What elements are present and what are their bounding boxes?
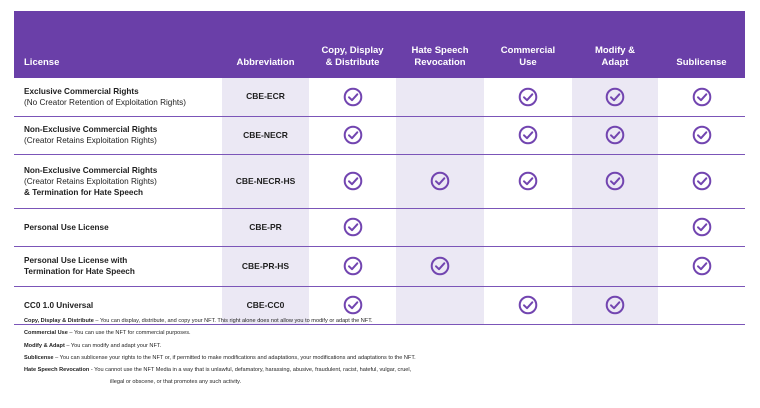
- note-modify: [24, 340, 744, 352]
- note-sublicense-term: Sublicense: [24, 354, 54, 361]
- note-copy: [24, 315, 744, 327]
- commercial-cell: [484, 208, 572, 246]
- license-name-cell: [14, 246, 222, 286]
- check-circle-icon: [518, 125, 538, 145]
- check-circle-icon: [343, 87, 363, 107]
- license-name-cell: [14, 154, 222, 208]
- note-modify-term: Modify & Adapt: [24, 342, 65, 349]
- license-name: Exclusive Commercial Rights: [24, 86, 139, 96]
- hate-cell: [396, 116, 484, 154]
- copy-cell: [309, 78, 396, 116]
- license-note: (Creator Retains Exploitation Rights): [24, 176, 157, 186]
- license-rows: [14, 78, 745, 324]
- modify-cell: [572, 116, 658, 154]
- sublicense-cell: [658, 154, 745, 208]
- header-commercial-line2: Use: [519, 57, 537, 68]
- check-circle-icon: [605, 87, 625, 107]
- hate-cell: [396, 246, 484, 286]
- header-modify-line2: Adapt: [601, 57, 629, 68]
- abbreviation-cell: CBE-CC0: [222, 286, 309, 324]
- check-circle-icon: [692, 87, 712, 107]
- check-circle-icon: [343, 217, 363, 237]
- modify-cell: [572, 246, 658, 286]
- sublicense-cell: [658, 78, 745, 116]
- sublicense-cell: [658, 246, 745, 286]
- license-row: [14, 154, 745, 208]
- header-hate-speech-revocation: [396, 11, 484, 78]
- check-circle-icon: [430, 256, 450, 276]
- license-name-cell: [14, 208, 222, 246]
- license-extra: & Termination for Hate Speech: [24, 187, 144, 197]
- check-circle-icon: [430, 171, 450, 191]
- header-abbreviation: Abbreviation: [222, 11, 309, 78]
- commercial-cell: [484, 246, 572, 286]
- header-hate-line1: Hate Speech: [411, 45, 469, 56]
- hate-cell: [396, 78, 484, 116]
- note-commercial-text: – You can use the NFT for commercial purposes.: [67, 330, 191, 337]
- copy-cell: [309, 246, 396, 286]
- check-circle-icon: [605, 125, 625, 145]
- check-circle-icon: [605, 171, 625, 191]
- abbreviation-cell: CBE-NECR: [222, 116, 309, 154]
- copy-cell: [309, 154, 396, 208]
- license-table: [14, 11, 745, 325]
- header-copy-line2: & Distribute: [325, 57, 380, 68]
- header-commercial-use: [484, 11, 572, 78]
- modify-cell: [572, 208, 658, 246]
- check-circle-icon: [518, 87, 538, 107]
- license-name: Personal Use License with: [24, 256, 128, 265]
- note-sublicense-text: – You can sublicense your rights to the NFT or, if permitted to make modifications and adaptations, your modifications and adaptations to the NFT.: [53, 354, 416, 361]
- note-commercial: [24, 327, 744, 339]
- sublicense-cell: [658, 116, 745, 154]
- license-row: [14, 78, 745, 116]
- header-commercial-line1: Commercial: [500, 45, 556, 56]
- abbreviation-cell: CBE-NECR-HS: [222, 154, 309, 208]
- check-circle-icon: [518, 295, 538, 315]
- note-hate: [24, 364, 744, 376]
- license-name: CC0 1.0 Universal: [24, 300, 94, 310]
- check-circle-icon: [692, 256, 712, 276]
- commercial-cell: [484, 78, 572, 116]
- check-circle-icon: [343, 256, 363, 276]
- hate-cell: [396, 154, 484, 208]
- copy-cell: [309, 116, 396, 154]
- license-name: Non-Exclusive Commercial Rights: [24, 165, 158, 175]
- sublicense-cell: [658, 208, 745, 246]
- license-name-cell: [14, 78, 222, 116]
- definitions-notes: [24, 315, 744, 389]
- header-copy-display-distribute: [309, 11, 396, 78]
- check-circle-icon: [692, 171, 712, 191]
- check-circle-icon: [518, 171, 538, 191]
- license-row: [14, 246, 745, 286]
- header-row: [14, 11, 745, 78]
- check-circle-icon: [605, 295, 625, 315]
- header-hate-line2: Revocation: [414, 57, 466, 68]
- check-circle-icon: [343, 125, 363, 145]
- license-row: [14, 208, 745, 246]
- abbreviation-cell: CBE-PR: [222, 208, 309, 246]
- license-name-continued: Termination for Hate Speech: [24, 267, 135, 276]
- note-modify-text: – You can modify and adapt your NFT.: [64, 342, 162, 349]
- check-circle-icon: [692, 125, 712, 145]
- note-hate-text: - You cannot use the NFT Media in a way that is unlawful, defamatory, harassing, abusive, fraudulent, racist, hateful, vulgar, cruel,: [89, 367, 412, 374]
- abbreviation-cell: CBE-ECR: [222, 78, 309, 116]
- license-note: (Creator Retains Exploitation Rights): [24, 136, 157, 145]
- note-hate-continued: illegal or obscene, or that promotes any such activity.: [110, 379, 242, 386]
- commercial-cell: [484, 116, 572, 154]
- license-row: [14, 116, 745, 154]
- note-copy-text: – You can display, distribute, and copy your NFT. This right alone does not allow you to modify or adapt the NFT.: [93, 318, 373, 324]
- license-name-cell: [14, 116, 222, 154]
- note-commercial-term: Commercial Use: [24, 330, 68, 337]
- modify-cell: [572, 154, 658, 208]
- note-copy-term: Copy, Display & Distribute: [24, 318, 94, 324]
- check-circle-icon: [692, 217, 712, 237]
- commercial-cell: [484, 154, 572, 208]
- header-modify-adapt: [572, 11, 658, 78]
- license-note: (No Creator Retention of Exploitation Rights): [24, 97, 187, 107]
- header-sublicense: Sublicense: [658, 11, 745, 78]
- note-sublicense: [24, 352, 744, 364]
- check-circle-icon: [343, 295, 363, 315]
- copy-cell: [309, 208, 396, 246]
- header-copy-line1: Copy, Display: [321, 45, 384, 56]
- modify-cell: [572, 78, 658, 116]
- header-license: License: [14, 11, 222, 78]
- hate-cell: [396, 208, 484, 246]
- license-name: Personal Use License: [24, 222, 109, 232]
- check-circle-icon: [343, 171, 363, 191]
- note-hate-term: Hate Speech Revocation: [24, 367, 90, 374]
- license-name: Non-Exclusive Commercial Rights: [24, 125, 158, 134]
- header-modify-line1: Modify &: [594, 45, 636, 56]
- abbreviation-cell: CBE-PR-HS: [222, 246, 309, 286]
